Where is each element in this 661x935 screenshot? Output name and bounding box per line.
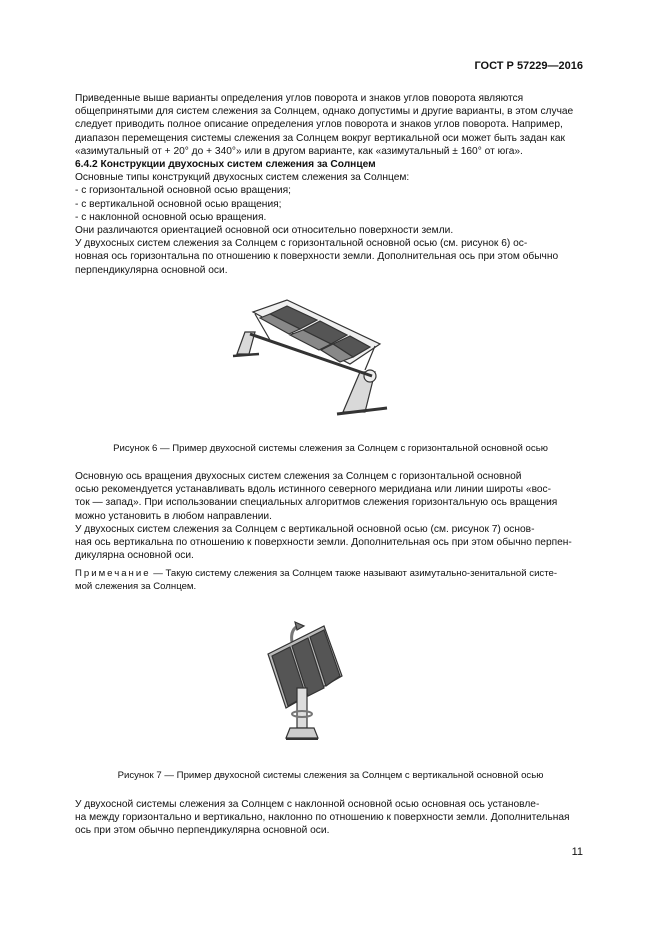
note-text: — Такую систему слежения за Солнцем также называют азимутально-зенитальной систе-: [150, 568, 558, 579]
types-intro: Основные типы конструкций двухосных систем слежения за Солнцем:: [75, 172, 410, 184]
list-item: - с горизонтальной основной осью вращения;: [75, 185, 291, 197]
text-line: следует приводить полное описание определения углов поворота и знаков углов поворота. Например,: [75, 119, 563, 131]
figure-7-caption: Рисунок 7 — Пример двухосной системы слежения за Солнцем с вертикальной основной осью: [117, 770, 544, 781]
paragraph-rotation-angles: [75, 92, 586, 158]
note-text-continued: мой слежения за Солнцем.: [75, 581, 197, 593]
paragraph-horizontal-axis: [75, 470, 586, 562]
text-line: осью рекомендуется устанавливать вдоль истинного северного меридиана или линии широты «вос-: [75, 484, 552, 496]
section-heading: 6.4.2 Конструкции двухосных систем слежения за Солнцем: [75, 159, 376, 170]
list-item: - с вертикальной основной осью вращения;: [75, 198, 282, 210]
text-line: У двухосных систем слежения за Солнцем с горизонтальной основной осью (см. рисунок 6) ос-: [75, 238, 528, 250]
section-block: [75, 158, 586, 277]
text-line: диапазон перемещения системы слежения за Солнцем вокруг вертикальной оси может быть задан как: [75, 132, 565, 144]
text-line: новная ось горизонтальна по отношению к поверхности земли. Дополнительная ось при этом обычно: [75, 251, 559, 263]
text-line: У двухосных систем слежения за Солнцем с вертикальной основной осью (см. рисунок 7) основ-: [75, 523, 535, 535]
page-number: 11: [571, 846, 583, 858]
text-line: «азимутальный от + 20° до + 340°» или в другом варианте, как «азимутальный ± 160° от юга».: [75, 145, 523, 157]
text-line: можно установить в любом направлении.: [75, 510, 272, 522]
difference-text: Они различаются ориентацией основной оси относительно поверхности земли.: [75, 225, 454, 237]
text-line: перпендикулярна основной оси.: [75, 264, 228, 276]
text-line: на между горизонтально и вертикально, наклонно по отношению к поверхности земли. Дополнительная: [75, 812, 570, 824]
text-line: ось при этом обычно перпендикулярна основной оси.: [75, 825, 330, 837]
note-label: Примечание: [75, 568, 151, 579]
text-line: общепринятыми для систем слежения за Солнцем, однако допустимы и другие варианты, в этом случае: [75, 106, 574, 118]
text-line: ток — запад». При использовании специальных алгоритмов слежения горизонтальную ось вращения: [75, 497, 558, 509]
text-line: Основную ось вращения двухосных систем слежения за Солнцем с горизонтальной основной: [75, 471, 522, 482]
list-item: - с наклонной основной осью вращения.: [75, 211, 267, 223]
note: [75, 567, 586, 593]
text-line: ная ось вертикальна по отношению к поверхности земли. Дополнительная ось при этом обычно перпен-: [75, 537, 572, 549]
figure-6-caption: Рисунок 6 — Пример двухосной системы слежения за Солнцем с горизонтальной основной осью: [113, 443, 548, 454]
text-line: дикулярна основной оси.: [75, 550, 194, 562]
text-line: У двухосной системы слежения за Солнцем с наклонной основной осью основная ось установле-: [75, 799, 540, 810]
figure-6-horizontal-tracker: [225, 292, 400, 422]
text-line: Приведенные выше варианты определения углов поворота и знаков углов поворота являются: [75, 93, 524, 104]
figure-7-vertical-tracker: [262, 618, 352, 746]
document-header: ГОСТ Р 57229—2016: [474, 60, 583, 72]
paragraph-tilted-axis: [75, 798, 586, 838]
